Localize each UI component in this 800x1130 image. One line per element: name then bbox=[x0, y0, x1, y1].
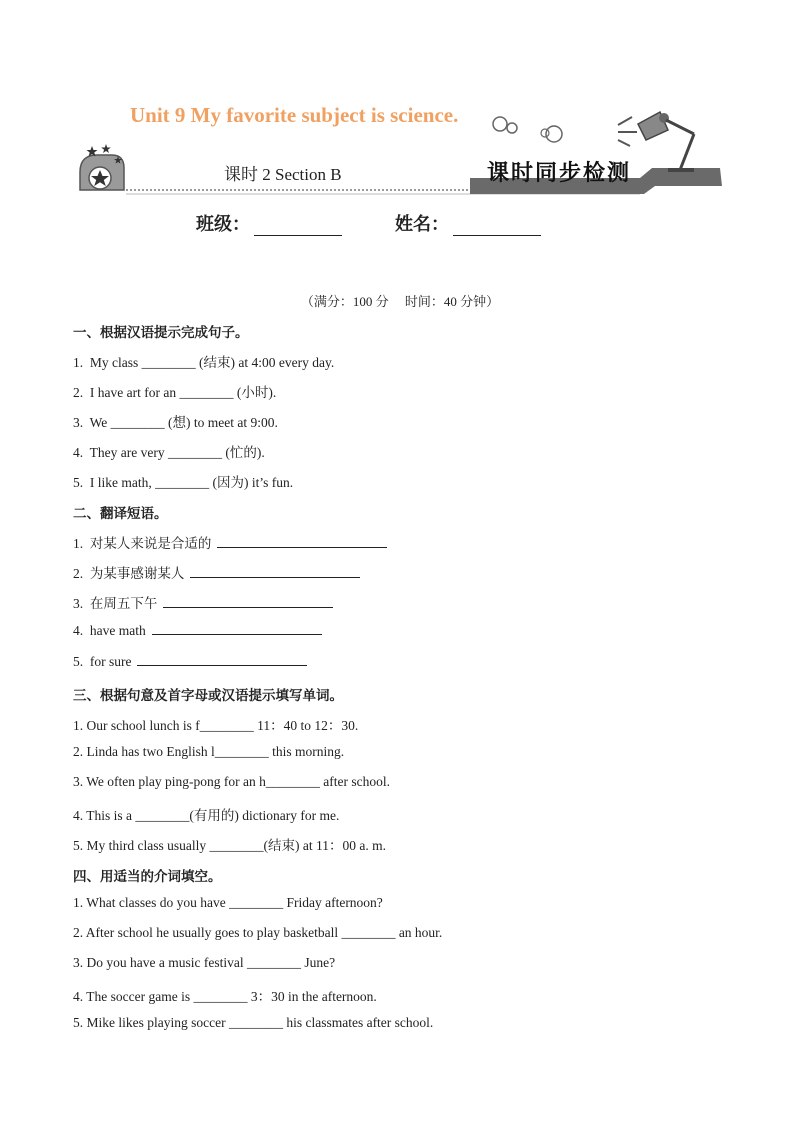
section-3-item-5: 5. My third class usually ________(结束) at 11：00 a. m. bbox=[73, 838, 386, 853]
section-2-item-2 bbox=[73, 562, 360, 582]
section-3-item-1: 1. Our school lunch is f________ 11：40 to 12：30. bbox=[73, 718, 359, 733]
section-2-item-4 bbox=[73, 622, 322, 639]
score-time-line: （满分：100 分 时间：40 分钟） bbox=[300, 294, 500, 309]
section-4-title: 四、用适当的介词填空。 bbox=[73, 869, 222, 885]
section-1-item-5: 5. I like math, ________ (因为) it’s fun. bbox=[73, 475, 294, 490]
answer-line[interactable] bbox=[217, 535, 387, 548]
section-2-item-1 bbox=[73, 532, 387, 552]
answer-line[interactable] bbox=[163, 595, 333, 608]
class-label: 班级： bbox=[196, 214, 250, 235]
section-3-item-2: 2. Linda has two English l________ this morning. bbox=[73, 744, 345, 759]
section-3-item-4: 4. This is a ________(有用的) dictionary for me. bbox=[73, 808, 340, 823]
brand-title: 课时同步检测 bbox=[487, 161, 632, 186]
answer-line[interactable] bbox=[152, 622, 322, 635]
section-1-item-2: 2. I have art for an ________ (小时). bbox=[73, 385, 277, 400]
section-1-item-4: 4. They are very ________ (忙的). bbox=[73, 445, 265, 460]
class-field[interactable] bbox=[196, 210, 342, 236]
section-1-item-1: 1. My class ________ (结束) at 4:00 every day. bbox=[73, 355, 335, 370]
section-2-item-4-text: 4. have math bbox=[73, 623, 146, 638]
name-blank[interactable] bbox=[453, 217, 541, 236]
lesson-label: 课时 2 Section B bbox=[224, 165, 342, 184]
name-label: 姓名： bbox=[395, 214, 449, 235]
unit-title: Unit 9 My favorite subject is science. bbox=[130, 103, 459, 127]
section-2-title: 二、翻译短语。 bbox=[73, 506, 168, 522]
section-2-item-3 bbox=[73, 592, 333, 612]
section-3-item-3: 3. We often play ping-pong for an h________ after school. bbox=[73, 774, 390, 789]
section-3-title: 三、根据句意及首字母或汉语提示填写单词。 bbox=[73, 688, 343, 704]
section-4-item-1: 1. What classes do you have ________ Friday afternoon? bbox=[73, 895, 383, 910]
class-blank[interactable] bbox=[254, 217, 342, 236]
section-1-item-3: 3. We ________ (想) to meet at 9:00. bbox=[73, 415, 278, 430]
section-2-item-2-text: 2. 为某事感谢某人 bbox=[73, 566, 185, 581]
section-2-item-5-text: 5. for sure bbox=[73, 654, 132, 669]
bubbles-icon bbox=[493, 117, 562, 142]
name-field[interactable] bbox=[395, 210, 541, 236]
section-4-item-3: 3. Do you have a music festival ________ June? bbox=[73, 955, 336, 970]
section-2-item-5 bbox=[73, 653, 307, 670]
section-2-item-1-text: 1. 对某人来说是合适的 bbox=[73, 536, 212, 551]
section-2-item-3-text: 3. 在周五下午 bbox=[73, 596, 158, 611]
answer-line[interactable] bbox=[190, 565, 360, 578]
section-4-item-5: 5. Mike likes playing soccer ________ his classmates after school. bbox=[73, 1015, 434, 1030]
section-4-item-4: 4. The soccer game is ________ 3：30 in the afternoon. bbox=[73, 989, 377, 1004]
section-1-title: 一、根据汉语提示完成句子。 bbox=[73, 325, 249, 341]
star-badge-icon bbox=[80, 144, 124, 190]
section-4-item-2: 2. After school he usually goes to play basketball ________ an hour. bbox=[73, 925, 443, 940]
answer-line[interactable] bbox=[137, 653, 307, 666]
